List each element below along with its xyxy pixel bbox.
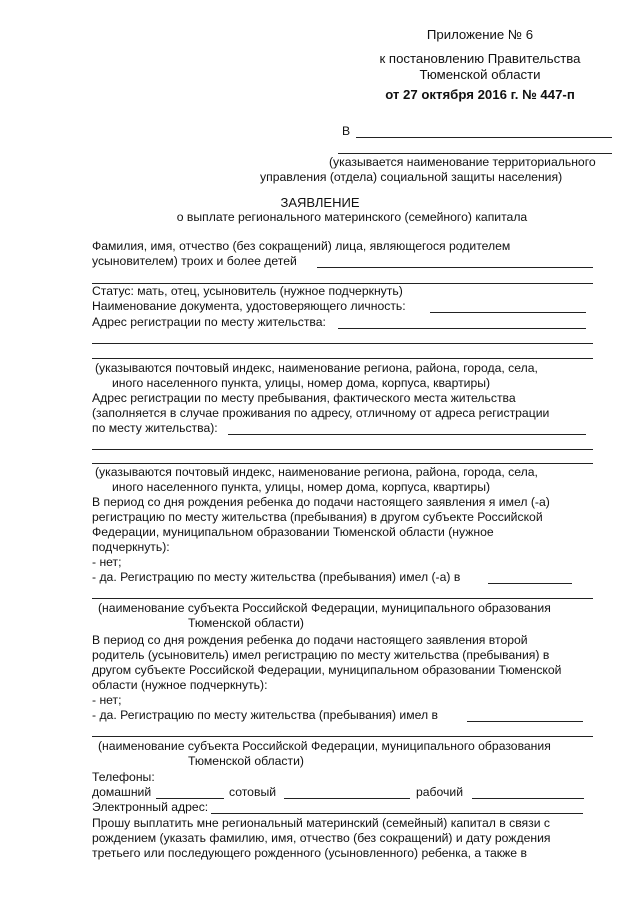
period-second-parent-text: В период со дня рождения ребенка до подачи настоящего заявления второй [92, 633, 528, 647]
work-phone-field[interactable] [472, 798, 584, 799]
reg-address-field-line2[interactable] [92, 343, 593, 344]
appendix-label: Приложение № 6 [426, 27, 534, 42]
address-note: (указываются почтовый индекс, наименование региона, района, города, села, [95, 465, 538, 479]
period-applicant-text: Федерации, муниципальном образовании Тюменской области (нужное [92, 525, 494, 539]
region-field-line2[interactable] [92, 598, 593, 599]
subject-note: (наименование субъекта Российской Федерации, муниципального образования [98, 739, 551, 753]
stay-address-label: (заполняется в случае проживания по адресу, отличному от адреса регистрации [92, 406, 550, 420]
stay-address-field[interactable] [228, 434, 586, 435]
period-second-parent-text: области (нужное подчеркнуть): [92, 678, 268, 692]
option-yes[interactable]: - да. Регистрацию по месту жительства (пребывания) имел в [92, 708, 438, 722]
stay-address-label: по месту жительства): [92, 421, 218, 435]
email-field[interactable] [211, 813, 583, 814]
home-phone-field[interactable] [156, 798, 224, 799]
period-applicant-text: подчеркнуть): [92, 540, 170, 554]
period-applicant-text: регистрацию по месту жительства (пребывания) в другом субъекте Российской [92, 510, 543, 524]
request-text: Прошу выплатить мне региональный материнский (семейный) капитал в связи с [92, 816, 551, 830]
email-label: Электронный адрес: [92, 800, 209, 814]
request-text: третьего или последующего рожденного (усыновленного) ребенка, а также в [92, 846, 527, 860]
option-yes[interactable]: - да. Регистрацию по месту жительства (пребывания) имел (-а) в [92, 570, 461, 584]
period-second-parent-text: другом субъекте Российской Федерации, муниципальном образовании Тюменской [92, 663, 562, 677]
subject-note: (наименование субъекта Российской Федерации, муниципального образования [98, 601, 551, 615]
region-field[interactable] [488, 583, 572, 584]
address-note: (указываются почтовый индекс, наименование региона, района, города, села, [95, 361, 538, 375]
address-note: иного населенного пункта, улицы, номер дома, корпуса, квартиры) [112, 480, 491, 494]
decree-label: к постановлению Правительства [379, 51, 581, 66]
subject-note: Тюменской области) [188, 616, 304, 630]
region-label: Тюменской области [419, 67, 541, 82]
work-phone-label: рабочий [416, 785, 464, 799]
document-title: ЗАЯВЛЕНИЕ [280, 195, 360, 210]
stay-address-field-line3[interactable] [92, 463, 593, 464]
region-field-line2[interactable] [92, 736, 593, 737]
fio-label: усыновителем) троих и более детей [92, 254, 297, 268]
id-document-field[interactable] [430, 312, 586, 313]
period-applicant-text: В период со дня рождения ребенка до подачи настоящего заявления я имел (-а) [92, 495, 550, 509]
addressee-note: управления (отдела) социальной защиты населения) [260, 170, 563, 184]
region-field[interactable] [467, 721, 583, 722]
fio-label: Фамилия, имя, отчество (без сокращений) лица, являющегося родителем [92, 239, 511, 253]
stay-address-field-line2[interactable] [92, 449, 593, 450]
status-label: Статус: мать, отец, усыновитель (нужное подчеркнуть) [92, 284, 403, 298]
option-no[interactable]: - нет; [92, 555, 122, 569]
document-subtitle: о выплате регионального материнского (семейного) капитала [176, 210, 528, 224]
option-no[interactable]: - нет; [92, 693, 122, 707]
reg-address-field[interactable] [338, 328, 586, 329]
reg-address-label: Адрес регистрации по месту жительства: [92, 315, 326, 329]
addressee-field[interactable] [356, 137, 612, 138]
fio-field[interactable] [317, 267, 593, 268]
addressee-prefix: В [342, 124, 351, 138]
subject-note: Тюменской области) [188, 754, 304, 768]
address-note: иного населенного пункта, улицы, номер дома, корпуса, квартиры) [112, 376, 491, 390]
mobile-phone-field[interactable] [284, 798, 410, 799]
addressee-note: (указывается наименование территориального [329, 155, 596, 169]
stay-address-label: Адрес регистрации по месту пребывания, фактического места жительства [92, 391, 516, 405]
period-second-parent-text: родитель (усыновитель) имел регистрацию по месту жительства (пребывания) в [92, 648, 550, 662]
phones-label: Телефоны: [92, 770, 155, 784]
addressee-field-line2[interactable] [338, 153, 612, 154]
reg-address-field-line3[interactable] [92, 358, 593, 359]
request-text: рождением (указать фамилию, имя, отчество (без сокращений) и дату рождения [92, 831, 551, 845]
mobile-phone-label: сотовый [229, 785, 277, 799]
id-document-label: Наименование документа, удостоверяющего личность: [92, 299, 406, 313]
home-phone-label: домашний [92, 785, 152, 799]
decree-date-number: от 27 октября 2016 г. № 447-п [385, 87, 575, 102]
